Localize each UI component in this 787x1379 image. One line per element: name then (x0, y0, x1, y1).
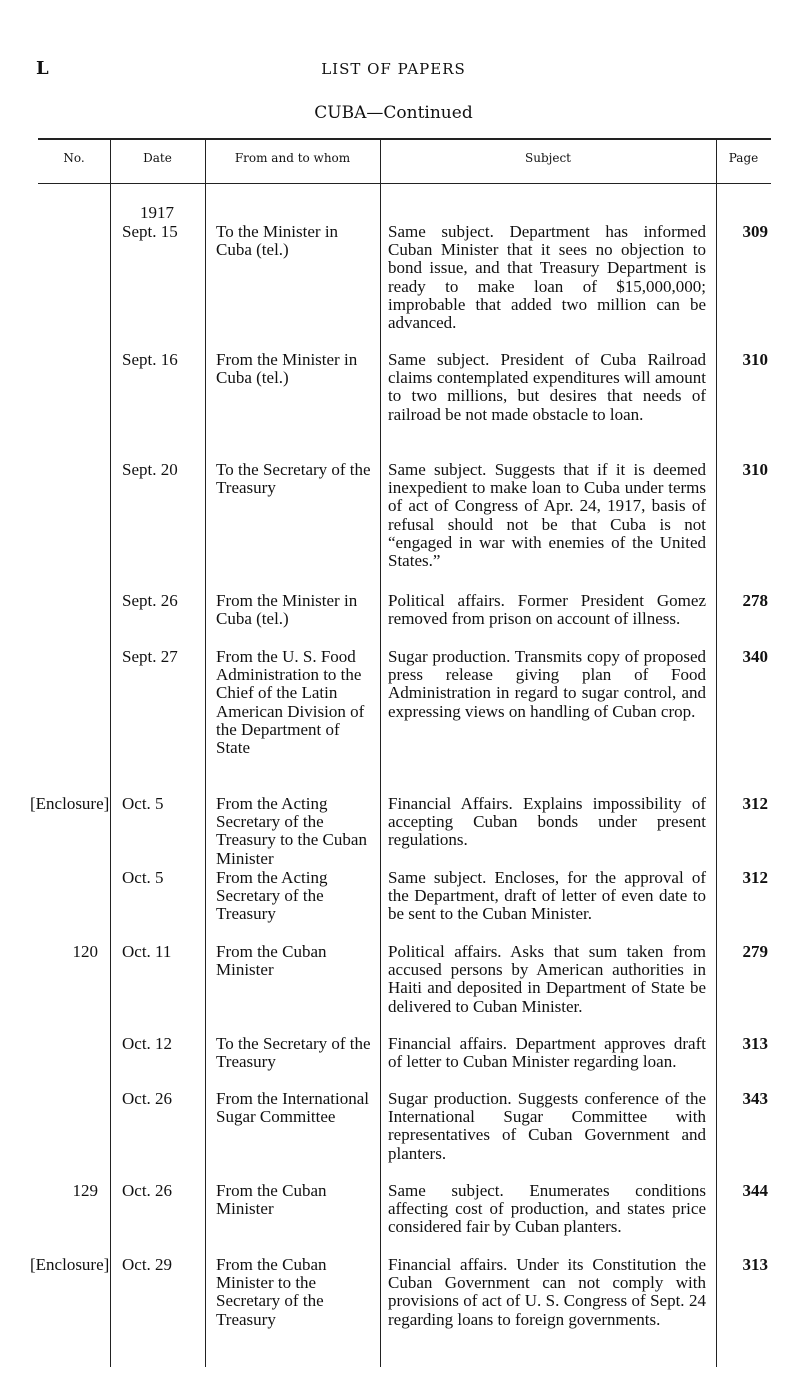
document-date: Sept. 20 (122, 460, 178, 479)
subject-summary: Same subject. Suggests that if it is deemed inexpedient to make loan to Cuba under terms of act of Congress of Apr. 24, 1917, basis of refusal should not be that Cuba is not “engaged in war with enemies of the United States.” (388, 460, 706, 571)
correspondent: To the Minister in Cuba (tel.) (216, 222, 339, 260)
column-header-subject: Subject (525, 151, 571, 165)
subject-summary: Sugar production. Transmits copy of proposed press release giving plan of Food Administration in regard to sugar control, and expressing views on handling of Cuban crop. (388, 647, 706, 721)
correspondent: From the Acting Secretary of the Treasury (216, 868, 328, 924)
document-date: Oct. 26 (122, 1181, 173, 1200)
document-date: Oct. 12 (122, 1034, 173, 1053)
subject-summary: Political affairs. Asks that sum taken from accused persons by American authorities in Haiti and deposited in Department of State be delivered to Cuban Minister. (388, 942, 706, 1016)
page-reference: 310 (742, 350, 768, 369)
document-date: Oct. 26 (122, 1089, 173, 1108)
page-reference: 344 (742, 1181, 768, 1200)
table-top-rule (38, 138, 771, 140)
column-divider (205, 140, 206, 1367)
header-bottom-rule (38, 183, 771, 184)
page-number: L (36, 58, 49, 79)
document-date: Sept. 27 (122, 647, 178, 666)
page-reference: 309 (742, 222, 768, 241)
subject-summary: Same subject. President of Cuba Railroad claims contemplated expenditures will amount to two millions, but desires that needs of railroad be not made obstacle to loan. (388, 350, 706, 424)
document-date: Sept. 16 (122, 350, 178, 369)
subject-summary: Sugar production. Suggests conference of the International Sugar Committee with representatives of Cuban Government and planters. (388, 1089, 706, 1163)
document-date: Sept. 26 (122, 591, 178, 610)
document-date: Oct. 5 (122, 868, 164, 887)
column-header-date: Date (143, 151, 172, 165)
document-number: [Enclosure] (30, 1255, 110, 1274)
page-reference: 313 (742, 1255, 768, 1274)
column-divider (716, 140, 717, 1367)
document-date: Oct. 29 (122, 1255, 173, 1274)
subject-summary: Political affairs. Former President Gomez removed from prison on account of illness. (388, 591, 706, 629)
page-reference: 343 (742, 1089, 768, 1108)
page-reference: 312 (742, 868, 768, 887)
correspondent: To the Secretary of the Treasury (216, 460, 371, 498)
correspondent: From the International Sugar Committee (216, 1089, 369, 1127)
document-date: Sept. 15 (122, 222, 178, 241)
correspondent: From the Acting Secretary of the Treasury to the Cuban Minister (216, 794, 367, 868)
running-head: LIST OF PAPERS (321, 60, 466, 78)
correspondent: From the Cuban Minister (216, 942, 327, 980)
correspondent: From the Minister in Cuba (tel.) (216, 350, 358, 388)
correspondent: To the Secretary of the Treasury (216, 1034, 371, 1072)
document-date: Oct. 11 (122, 942, 172, 961)
subject-summary: Same subject. Enumerates conditions affecting cost of production, and states price considered fair by Cuban planters. (388, 1181, 706, 1237)
page-reference: 310 (742, 460, 768, 479)
page-reference: 312 (742, 794, 768, 813)
document-number: 129 (72, 1181, 98, 1200)
page-reference: 279 (742, 942, 768, 961)
subject-summary: Financial Affairs. Explains impossibility of accepting Cuban bonds under present regulations. (388, 794, 706, 850)
subject-summary: Same subject. Encloses, for the approval of the Department, draft of letter of even date to be sent to the Cuban Minister. (388, 868, 706, 924)
column-divider (110, 140, 111, 1367)
correspondent: From the U. S. Food Administration to the Chief of the Latin American Division of the Department of State (216, 647, 365, 758)
column-divider (380, 140, 381, 1367)
page-reference: 340 (742, 647, 768, 666)
column-header-page: Page (728, 151, 759, 165)
year-label: 1917 (140, 203, 174, 222)
document-number: [Enclosure] (30, 794, 110, 813)
subject-summary: Financial affairs. Department approves draft of letter to Cuban Minister regarding loan. (388, 1034, 706, 1072)
document-number: 120 (72, 942, 98, 961)
subject-summary: Financial affairs. Under its Constitution the Cuban Government can not comply with provisions of act of U. S. Congress of Sept. 24 regarding loans to foreign governments. (388, 1255, 706, 1329)
page-reference: 313 (742, 1034, 768, 1053)
page-reference: 278 (742, 591, 768, 610)
correspondent: From the Cuban Minister (216, 1181, 327, 1219)
subject-summary: Same subject. Department has informed Cuban Minister that it sees no objection to bond issue, and that Treasury Department is ready to make loan of $15,000,000; improbable that added two million can be advanced. (388, 222, 706, 333)
column-header-from: From and to whom (234, 151, 351, 165)
correspondent: From the Cuban Minister to the Secretary of the Treasury (216, 1255, 327, 1329)
section-title: CUBA—Continued (314, 103, 473, 123)
column-header-no: No. (63, 151, 85, 165)
document-date: Oct. 5 (122, 794, 164, 813)
correspondent: From the Minister in Cuba (tel.) (216, 591, 358, 629)
